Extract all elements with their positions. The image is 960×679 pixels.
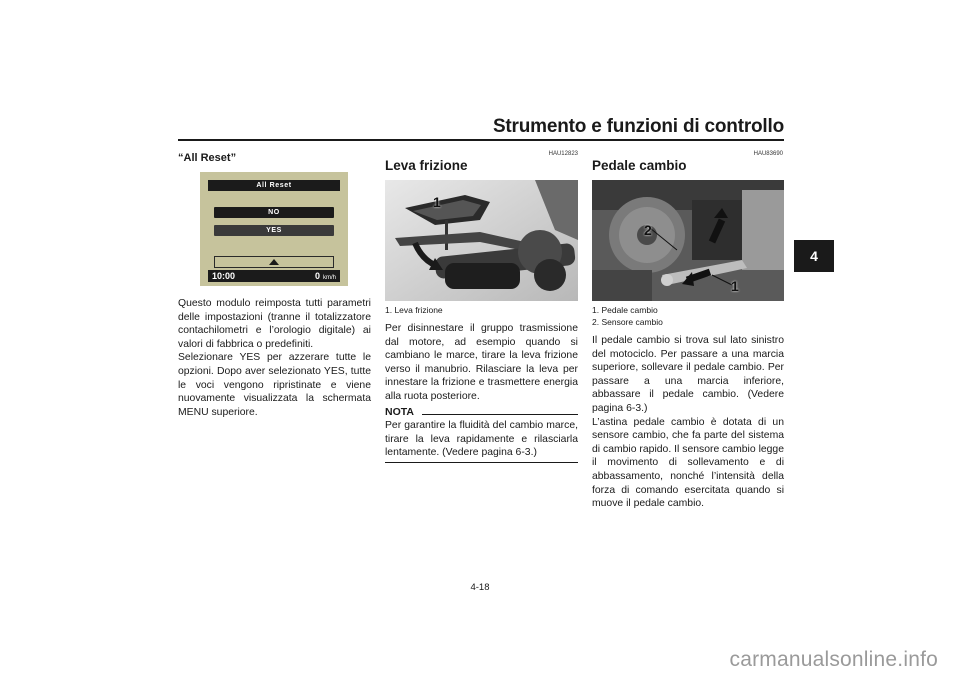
lcd-up-arrow-box xyxy=(214,256,334,268)
page-number: 4-18 xyxy=(470,582,490,593)
clutch-caption xyxy=(385,304,443,316)
caption-sensore-cambio: 2. Sensore cambio xyxy=(592,317,663,327)
page-title: Strumento e funzioni di controllo xyxy=(492,116,784,137)
caption-pedale-cambio: 1. Pedale cambio xyxy=(592,305,658,315)
all-reset-heading: “All Reset” xyxy=(178,152,237,164)
chapter-tab[interactable]: 4 xyxy=(794,240,834,272)
clutch-lever-drawing xyxy=(385,180,578,301)
col2-body xyxy=(385,322,578,404)
lcd-clock: 10:00 xyxy=(212,271,236,281)
caption-leva-frizione: 1. Leva frizione xyxy=(385,305,443,315)
lcd-speed-group xyxy=(315,271,336,281)
title-rule xyxy=(178,139,784,141)
callout-1: 1 xyxy=(731,278,739,294)
lcd-option-yes: YES xyxy=(214,225,334,236)
clutch-lever-heading: Leva frizione xyxy=(385,158,468,173)
lcd-option-no: NO xyxy=(214,207,334,218)
lcd-screen-illustration xyxy=(200,172,348,286)
nota-text: Per garantire la fluidità del cambio marce, tirare la leva rapidamente e rilasciarla lentamente. (Vedere pagina 6-3.) xyxy=(385,420,578,459)
nota-top-rule xyxy=(422,414,578,415)
nota-bottom-rule xyxy=(385,462,578,463)
col1-body xyxy=(178,297,371,419)
shift-paragraph-1: Il pedale cambio si trova sul lato sinistro del motociclo. Per passare a una marcia superiore, sollevare il pedale cambio. Per passare a una marcia inferiore, abbassare il pedale cambio. (Vedere pagina 6-3.) xyxy=(592,335,784,414)
lcd-status-bar xyxy=(208,270,340,282)
lcd-title-bar: All Reset xyxy=(208,180,340,191)
shift-pedal-heading: Pedale cambio xyxy=(592,158,687,173)
lcd-speed: 0 xyxy=(314,271,320,281)
all-reset-paragraph-1: Questo modulo reimposta tutti parametri delle impostazioni (tranne il totalizzatore contachilometri e l’orologio digitale) ai valori di fabbrica o predefiniti. xyxy=(178,298,371,350)
clutch-paragraph: Per disinnestare il gruppo trasmissione dal motore, ad esempio quando si cambiano le marce, tirare la leva frizione verso il manubrio. Rilasciare la leva per innestare la frizione e trasmettere energia alla ruota posteriore. xyxy=(385,323,578,402)
code-hau83690: HAU83690 xyxy=(753,151,783,157)
all-reset-paragraph-2: Selezionare YES per azzerare tutte le opzioni. Dopo aver selezionato YES, tutte le voci vengono ripristinate e viene nuovamente visualizzata la schermata MENU superiore. xyxy=(178,352,371,418)
lcd-speed-unit: km/h xyxy=(322,275,336,281)
shift-captions xyxy=(592,304,663,328)
code-hau12823: HAU12823 xyxy=(548,151,578,157)
nota-label: NOTA xyxy=(385,406,414,418)
shift-pedal-photo xyxy=(592,180,784,301)
shift-paragraph-2: L’astina pedale cambio è dotata di un sensore cambio, che fa parte del sistema di cambio rapido. Il sensore cambio legge il movimento di sollevamento e di abbassamento, nonché l’intensità della forza di comando esercitata quando si muove il pedale cambio. xyxy=(592,416,784,510)
clutch-lever-photo xyxy=(385,180,578,301)
up-triangle-icon xyxy=(269,259,279,265)
col3-body xyxy=(592,334,784,511)
callout-2: 2 xyxy=(644,222,652,238)
site-watermark[interactable]: carmanualsonline.info xyxy=(729,648,938,671)
callout-1: 1 xyxy=(433,194,441,210)
nota-body xyxy=(385,419,578,460)
shift-pedal-drawing xyxy=(592,180,784,301)
